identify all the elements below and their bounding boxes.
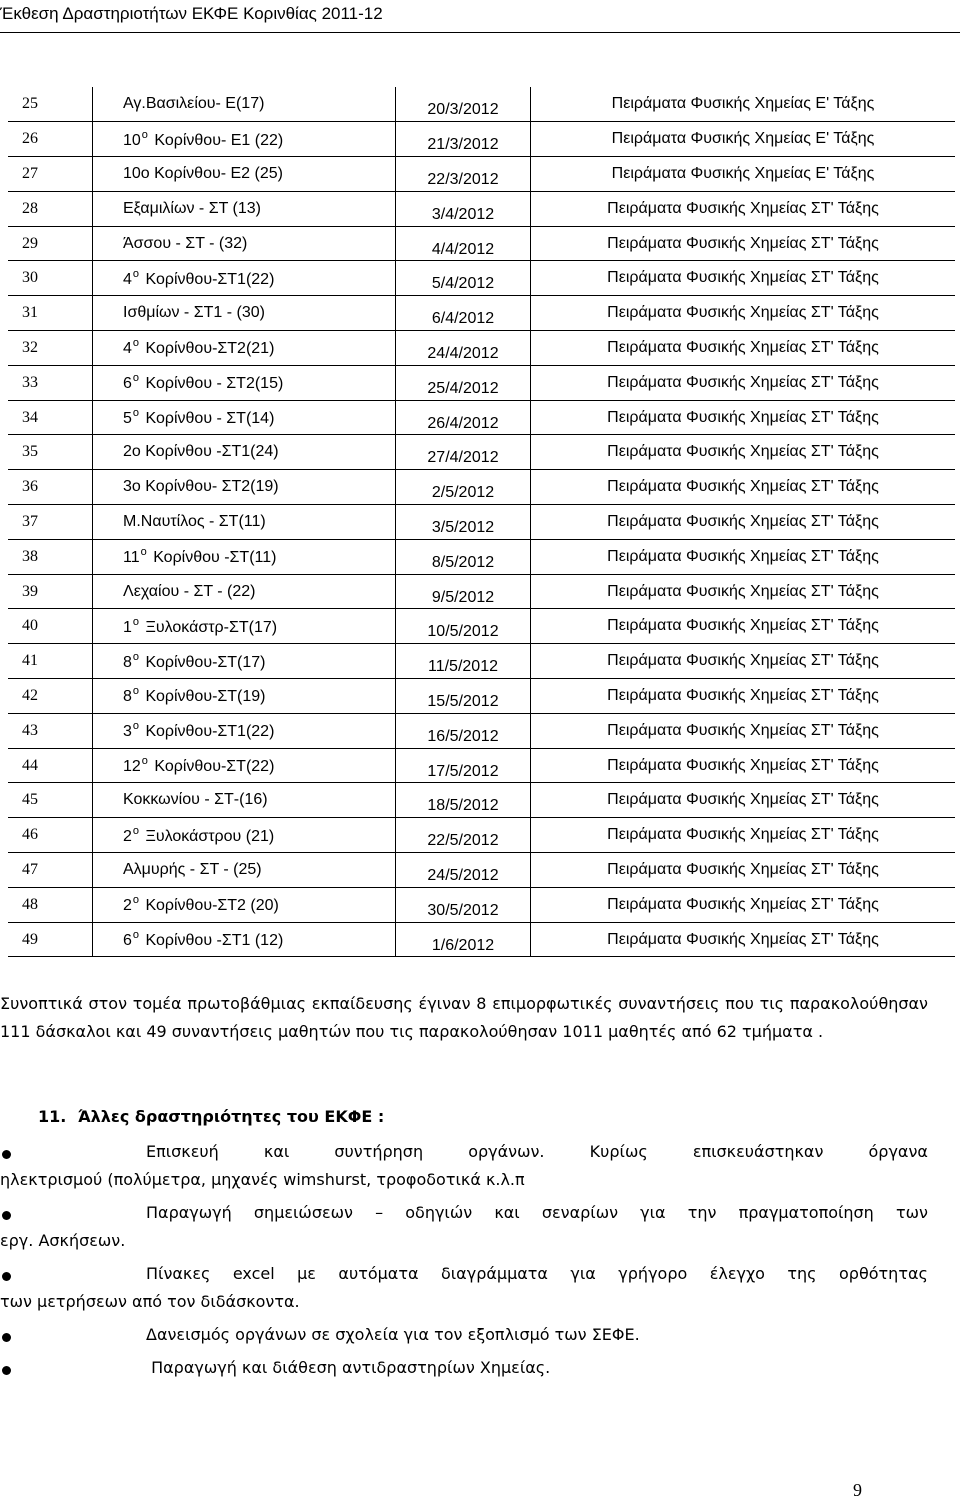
school-cell bbox=[93, 87, 396, 122]
row-number-cell: 35 bbox=[8, 435, 93, 470]
date-text: 6/4/2012 bbox=[431, 310, 495, 328]
table-row bbox=[8, 191, 955, 226]
row-number-cell: 38 bbox=[8, 539, 93, 574]
bullet-word: – bbox=[375, 1203, 384, 1222]
topic-cell: Πειράματα Φυσικής Χημείας ΣΤ' Τάξης bbox=[531, 609, 956, 644]
school-cell bbox=[93, 574, 396, 609]
school-ordinal-number: 4 bbox=[123, 340, 132, 358]
bullet-word: excel bbox=[232, 1264, 275, 1283]
table-row bbox=[8, 435, 955, 470]
date-text: 20/3/2012 bbox=[427, 101, 499, 119]
date-cell bbox=[396, 609, 531, 644]
bullet-word: ορθότητας bbox=[839, 1264, 928, 1283]
school-name: Ξυλοκάστρ-ΣΤ(17) bbox=[145, 618, 278, 636]
row-number-cell: 32 bbox=[8, 331, 93, 366]
school-name: Κορίνθου-ΣΤ(17) bbox=[145, 653, 266, 671]
schedule-table bbox=[8, 87, 955, 957]
bullet-word: σεναρίων bbox=[541, 1203, 619, 1222]
school-cell bbox=[93, 122, 396, 157]
date-text: 22/5/2012 bbox=[427, 832, 499, 850]
school-cell bbox=[93, 853, 396, 888]
school-cell bbox=[93, 539, 396, 574]
date-cell bbox=[396, 87, 531, 122]
school-ordinal-number: 8 bbox=[123, 688, 132, 706]
topic-cell: Πειράματα Φυσικής Χημείας ΣΤ' Τάξης bbox=[531, 435, 956, 470]
bullet-word: Πίνακες bbox=[146, 1264, 211, 1283]
bullet-word: και bbox=[263, 1142, 290, 1161]
page-header-title: Έκθεση Δραστηριοτήτων ΕΚΦΕ Κορινθίας 2011-12 bbox=[0, 4, 383, 23]
topic-cell: Πειράματα Φυσικής Χημείας ΣΤ' Τάξης bbox=[531, 887, 956, 922]
bullet-item bbox=[0, 1199, 928, 1255]
table-row bbox=[8, 748, 955, 783]
school-cell bbox=[93, 609, 396, 644]
date-text: 30/5/2012 bbox=[427, 901, 499, 919]
date-text: 2/5/2012 bbox=[431, 484, 495, 502]
ordinal-suffix: ο bbox=[132, 894, 140, 907]
bullet-word: με bbox=[297, 1264, 316, 1283]
school-cell bbox=[93, 748, 396, 783]
bullet-word: για bbox=[640, 1203, 666, 1222]
row-number-cell: 48 bbox=[8, 887, 93, 922]
row-number-cell: 45 bbox=[8, 783, 93, 818]
date-cell bbox=[396, 574, 531, 609]
activities-bullet-list bbox=[0, 1138, 928, 1387]
date-text: 15/5/2012 bbox=[427, 692, 499, 710]
row-number-cell: 28 bbox=[8, 191, 93, 226]
bullet-word: οδηγιών bbox=[405, 1203, 473, 1222]
school-cell bbox=[93, 400, 396, 435]
topic-cell: Πειράματα Φυσικής Χημείας ΣΤ' Τάξης bbox=[531, 365, 956, 400]
date-cell bbox=[396, 922, 531, 957]
row-number-cell: 29 bbox=[8, 226, 93, 261]
row-number-cell: 42 bbox=[8, 679, 93, 714]
bullet-word: συντήρηση bbox=[334, 1142, 424, 1161]
ordinal-suffix: ο bbox=[132, 372, 140, 385]
bullet-text: Δανεισμός οργάνων σε σχολεία για τον εξοπλισμό των ΣΕΦΕ. bbox=[146, 1325, 640, 1344]
date-text: 17/5/2012 bbox=[427, 762, 499, 780]
bullet-word: σημειώσεων bbox=[253, 1203, 353, 1222]
bullet-word: όργανα bbox=[868, 1142, 928, 1161]
row-number-cell: 27 bbox=[8, 157, 93, 192]
school-name: Κορίνθου-ΣΤ2(21) bbox=[145, 340, 275, 358]
table-row bbox=[8, 470, 955, 505]
school-ordinal-number: 6 bbox=[123, 932, 132, 950]
bullet-dot-icon bbox=[2, 1211, 11, 1220]
school-name: Κορίνθου - ΣΤ2(15) bbox=[145, 375, 284, 393]
topic-cell: Πειράματα Φυσικής Χημείας ΣΤ' Τάξης bbox=[531, 679, 956, 714]
table-row bbox=[8, 400, 955, 435]
ordinal-suffix: ο bbox=[132, 407, 140, 420]
date-cell bbox=[396, 783, 531, 818]
ordinal-suffix: ο bbox=[132, 685, 140, 698]
date-text: 26/4/2012 bbox=[427, 414, 499, 432]
table-row bbox=[8, 331, 955, 366]
school-ordinal-number: 10 bbox=[123, 131, 141, 149]
table-row bbox=[8, 539, 955, 574]
date-cell bbox=[396, 505, 531, 540]
ordinal-suffix: ο bbox=[132, 824, 140, 837]
topic-cell: Πειράματα Φυσικής Χημείας ΣΤ' Τάξης bbox=[531, 400, 956, 435]
row-number-cell: 34 bbox=[8, 400, 93, 435]
table-row bbox=[8, 122, 955, 157]
date-cell bbox=[396, 122, 531, 157]
bullet-word: επισκευάστηκαν bbox=[692, 1142, 824, 1161]
bullet-text: Παραγωγή και διάθεση αντιδραστηρίων Χημείας. bbox=[146, 1358, 551, 1377]
school-ordinal-number: 2 bbox=[123, 897, 132, 915]
row-number-cell: 36 bbox=[8, 470, 93, 505]
bullet-word: γρήγορο bbox=[618, 1264, 688, 1283]
school-cell bbox=[93, 261, 396, 296]
bullet-word: Κυρίως bbox=[589, 1142, 648, 1161]
bullet-word: για bbox=[570, 1264, 596, 1283]
topic-cell: Πειράματα Φυσικής Χημείας Ε' Τάξης bbox=[531, 157, 956, 192]
bullet-word: Παραγωγή bbox=[146, 1203, 232, 1222]
date-cell bbox=[396, 191, 531, 226]
ordinal-suffix: ο bbox=[132, 337, 140, 350]
topic-cell: Πειράματα Φυσικής Χημείας ΣΤ' Τάξης bbox=[531, 713, 956, 748]
date-cell bbox=[396, 365, 531, 400]
school-cell bbox=[93, 157, 396, 192]
page-number: 9 bbox=[853, 1480, 862, 1500]
school-cell bbox=[93, 226, 396, 261]
bullet-word: Επισκευή bbox=[146, 1142, 219, 1161]
date-text: 3/5/2012 bbox=[431, 518, 495, 536]
table-row bbox=[8, 609, 955, 644]
row-number-cell: 46 bbox=[8, 818, 93, 853]
school-cell bbox=[93, 365, 396, 400]
bullet-dot-icon bbox=[2, 1150, 11, 1159]
section-number: 11. bbox=[38, 1107, 67, 1126]
bullet-first-line bbox=[0, 1260, 928, 1288]
school-cell bbox=[93, 713, 396, 748]
school-cell bbox=[93, 922, 396, 957]
bullet-word: πραγματοποίηση bbox=[738, 1203, 874, 1222]
topic-cell: Πειράματα Φυσικής Χημείας ΣΤ' Τάξης bbox=[531, 296, 956, 331]
topic-cell: Πειράματα Φυσικής Χημείας ΣΤ' Τάξης bbox=[531, 261, 956, 296]
table-row bbox=[8, 296, 955, 331]
bullet-first-line bbox=[0, 1199, 928, 1227]
school-ordinal-number: 12 bbox=[123, 758, 141, 776]
date-cell bbox=[396, 539, 531, 574]
bullet-dot-icon bbox=[2, 1272, 11, 1281]
date-cell bbox=[396, 679, 531, 714]
school-name: Κορίνθου-ΣΤ1(22) bbox=[145, 723, 275, 741]
school-ordinal-number: 6 bbox=[123, 375, 132, 393]
school-name: Κορίνθου-ΣΤ2 (20) bbox=[145, 897, 279, 915]
topic-cell: Πειράματα Φυσικής Χημείας ΣΤ' Τάξης bbox=[531, 783, 956, 818]
school-name: Λεχαίου - ΣΤ - (22) bbox=[123, 582, 256, 600]
school-name: Κορίνθου-ΣΤ(22) bbox=[154, 758, 275, 776]
table-row bbox=[8, 922, 955, 957]
school-cell bbox=[93, 887, 396, 922]
row-number-cell: 47 bbox=[8, 853, 93, 888]
table-row bbox=[8, 261, 955, 296]
school-name: Μ.Ναυτίλος - ΣΤ(11) bbox=[123, 512, 266, 530]
school-name: 2ο Κορίνθου -ΣΤ1(24) bbox=[123, 443, 279, 461]
school-ordinal-number: 4 bbox=[123, 270, 132, 288]
ordinal-suffix: ο bbox=[132, 267, 140, 280]
row-number-cell: 30 bbox=[8, 261, 93, 296]
topic-cell: Πειράματα Φυσικής Χημείας ΣΤ' Τάξης bbox=[531, 505, 956, 540]
table-row bbox=[8, 87, 955, 122]
date-text: 4/4/2012 bbox=[431, 240, 495, 258]
date-cell bbox=[396, 331, 531, 366]
date-cell bbox=[396, 157, 531, 192]
topic-cell: Πειράματα Φυσικής Χημείας ΣΤ' Τάξης bbox=[531, 470, 956, 505]
table-row bbox=[8, 679, 955, 714]
topic-cell: Πειράματα Φυσικής Χημείας ΣΤ' Τάξης bbox=[531, 226, 956, 261]
bullet-continuation-line: εργ. Ασκήσεων. bbox=[0, 1231, 126, 1250]
section-title: Άλλες δραστηριότητες του ΕΚΦΕ : bbox=[77, 1107, 385, 1126]
table-row bbox=[8, 818, 955, 853]
date-cell bbox=[396, 435, 531, 470]
date-text: 24/4/2012 bbox=[427, 344, 499, 362]
row-number-cell: 43 bbox=[8, 713, 93, 748]
table-row bbox=[8, 887, 955, 922]
school-name: Κοκκωνίου - ΣΤ-(16) bbox=[123, 791, 268, 809]
school-name: Ξυλοκάστρου (21) bbox=[145, 827, 275, 845]
row-number-cell: 44 bbox=[8, 748, 93, 783]
topic-cell: Πειράματα Φυσικής Χημείας ΣΤ' Τάξης bbox=[531, 748, 956, 783]
date-text: 25/4/2012 bbox=[427, 379, 499, 397]
ordinal-suffix: ο bbox=[141, 128, 148, 141]
row-number-cell: 39 bbox=[8, 574, 93, 609]
school-name: Κορίνθου -ΣΤ1 (12) bbox=[145, 932, 284, 950]
school-name: Εξαμιλίων - ΣΤ (13) bbox=[123, 199, 261, 217]
bullet-first-line bbox=[0, 1354, 928, 1382]
ordinal-suffix: ο bbox=[132, 615, 140, 628]
topic-cell: Πειράματα Φυσικής Χημείας ΣΤ' Τάξης bbox=[531, 331, 956, 366]
school-name: Κορίνθου- Ε1 (22) bbox=[154, 131, 284, 149]
row-number-cell: 25 bbox=[8, 87, 93, 122]
ordinal-suffix: ο bbox=[132, 929, 140, 942]
bullet-item bbox=[0, 1354, 928, 1382]
date-cell bbox=[396, 853, 531, 888]
bullet-first-line bbox=[0, 1138, 928, 1166]
date-cell bbox=[396, 713, 531, 748]
date-text: 24/5/2012 bbox=[427, 866, 499, 884]
date-cell bbox=[396, 887, 531, 922]
bullet-word: την bbox=[687, 1203, 717, 1222]
bullet-dot-icon bbox=[2, 1333, 11, 1342]
bullet-word: αυτόματα bbox=[338, 1264, 419, 1283]
topic-cell: Πειράματα Φυσικής Χημείας ΣΤ' Τάξης bbox=[531, 574, 956, 609]
school-name: Αγ.Βασιλείου- Ε(17) bbox=[123, 95, 265, 113]
bullet-item bbox=[0, 1321, 928, 1349]
school-cell bbox=[93, 191, 396, 226]
school-name: Κορίνθου-ΣΤ1(22) bbox=[145, 270, 275, 288]
table-row bbox=[8, 853, 955, 888]
bullet-word: έλεγχο bbox=[709, 1264, 765, 1283]
school-cell bbox=[93, 470, 396, 505]
school-ordinal-number: 3 bbox=[123, 723, 132, 741]
date-cell bbox=[396, 261, 531, 296]
school-cell bbox=[93, 296, 396, 331]
date-cell bbox=[396, 470, 531, 505]
date-cell bbox=[396, 818, 531, 853]
school-cell bbox=[93, 435, 396, 470]
topic-cell: Πειράματα Φυσικής Χημείας ΣΤ' Τάξης bbox=[531, 853, 956, 888]
topic-cell: Πειράματα Φυσικής Χημείας ΣΤ' Τάξης bbox=[531, 539, 956, 574]
date-text: 9/5/2012 bbox=[431, 588, 495, 606]
table-row bbox=[8, 365, 955, 400]
topic-cell: Πειράματα Φυσικής Χημείας Ε' Τάξης bbox=[531, 87, 956, 122]
school-cell bbox=[93, 505, 396, 540]
school-name: Κορίνθου-ΣΤ(19) bbox=[145, 688, 266, 706]
topic-cell: Πειράματα Φυσικής Χημείας ΣΤ' Τάξης bbox=[531, 191, 956, 226]
school-cell bbox=[93, 644, 396, 679]
school-ordinal-number: 2 bbox=[123, 827, 132, 845]
schedule-table-body bbox=[8, 87, 955, 957]
bullet-first-line bbox=[0, 1321, 928, 1349]
date-text: 5/4/2012 bbox=[431, 275, 495, 293]
bullet-word: των bbox=[895, 1203, 928, 1222]
school-cell bbox=[93, 783, 396, 818]
school-ordinal-number: 5 bbox=[123, 410, 132, 428]
date-text: 21/3/2012 bbox=[427, 136, 499, 154]
bullet-continuation-line: ηλεκτρισμού (πολύμετρα, μηχανές wimshurst, τροφοδοτικά κ.λ.π bbox=[0, 1170, 525, 1189]
date-cell bbox=[396, 748, 531, 783]
bullet-word: διαγράμματα bbox=[440, 1264, 548, 1283]
topic-cell: Πειράματα Φυσικής Χημείας ΣΤ' Τάξης bbox=[531, 922, 956, 957]
table-row bbox=[8, 226, 955, 261]
school-name: Κορίνθου -ΣΤ(11) bbox=[153, 549, 277, 567]
bullet-continuation-line: των μετρήσεων από τον διδάσκοντα. bbox=[0, 1292, 300, 1311]
row-number-cell: 37 bbox=[8, 505, 93, 540]
school-name: 10ο Κορίνθου- Ε2 (25) bbox=[123, 164, 283, 182]
row-number-cell: 31 bbox=[8, 296, 93, 331]
table-row bbox=[8, 574, 955, 609]
bullet-item bbox=[0, 1260, 928, 1316]
summary-paragraph: Συνοπτικά στον τομέα πρωτοβάθμιας εκπαίδευσης έγιναν 8 επιμορφωτικές συναντήσεις που τις παρακολούθησαν 111 δάσκαλοι και 49 συναντήσεις μαθητών που τις παρακολούθησαν 1011 μαθητές από 62 τμήματα . bbox=[0, 994, 928, 1041]
date-text: 16/5/2012 bbox=[427, 727, 499, 745]
topic-cell: Πειράματα Φυσικής Χημείας ΣΤ' Τάξης bbox=[531, 644, 956, 679]
date-cell bbox=[396, 400, 531, 435]
date-text: 27/4/2012 bbox=[427, 449, 499, 467]
bullet-word: οργάνων. bbox=[468, 1142, 545, 1161]
bullet-dot-icon bbox=[2, 1366, 11, 1375]
row-number-cell: 40 bbox=[8, 609, 93, 644]
section-heading bbox=[38, 1107, 384, 1126]
header-rule bbox=[0, 32, 960, 33]
school-ordinal-number: 11 bbox=[123, 549, 140, 567]
topic-cell: Πειράματα Φυσικής Χημείας ΣΤ' Τάξης bbox=[531, 818, 956, 853]
bullet-word: και bbox=[494, 1203, 520, 1222]
date-text: 10/5/2012 bbox=[427, 623, 499, 641]
school-name: Αλμυρής - ΣΤ - (25) bbox=[123, 860, 262, 878]
ordinal-suffix: ο bbox=[140, 546, 147, 559]
bullet-item bbox=[0, 1138, 928, 1194]
school-name: Άσσου - ΣΤ - (32) bbox=[123, 234, 248, 252]
row-number-cell: 26 bbox=[8, 122, 93, 157]
row-number-cell: 41 bbox=[8, 644, 93, 679]
school-name: Κορίνθου - ΣΤ(14) bbox=[145, 410, 275, 428]
ordinal-suffix: ο bbox=[132, 650, 140, 663]
school-cell bbox=[93, 679, 396, 714]
date-text: 8/5/2012 bbox=[431, 553, 495, 571]
ordinal-suffix: ο bbox=[132, 720, 140, 733]
date-text: 18/5/2012 bbox=[427, 797, 499, 815]
school-ordinal-number: 8 bbox=[123, 653, 132, 671]
bullet-word: της bbox=[787, 1264, 817, 1283]
date-text: 11/5/2012 bbox=[428, 658, 498, 676]
table-row bbox=[8, 783, 955, 818]
date-text: 3/4/2012 bbox=[431, 205, 495, 223]
date-cell bbox=[396, 296, 531, 331]
table-row bbox=[8, 505, 955, 540]
date-text: 22/3/2012 bbox=[427, 170, 499, 188]
table-row bbox=[8, 713, 955, 748]
row-number-cell: 33 bbox=[8, 365, 93, 400]
school-name: Ισθμίων - ΣΤ1 - (30) bbox=[123, 304, 265, 322]
table-row bbox=[8, 157, 955, 192]
school-name: 3ο Κορίνθου- ΣΤ2(19) bbox=[123, 478, 279, 496]
date-cell bbox=[396, 226, 531, 261]
table-row bbox=[8, 644, 955, 679]
date-cell bbox=[396, 644, 531, 679]
row-number-cell: 49 bbox=[8, 922, 93, 957]
topic-cell: Πειράματα Φυσικής Χημείας Ε' Τάξης bbox=[531, 122, 956, 157]
school-cell bbox=[93, 818, 396, 853]
ordinal-suffix: ο bbox=[141, 755, 148, 768]
school-ordinal-number: 1 bbox=[123, 618, 132, 636]
date-text: 1/6/2012 bbox=[431, 936, 495, 954]
school-cell bbox=[93, 331, 396, 366]
